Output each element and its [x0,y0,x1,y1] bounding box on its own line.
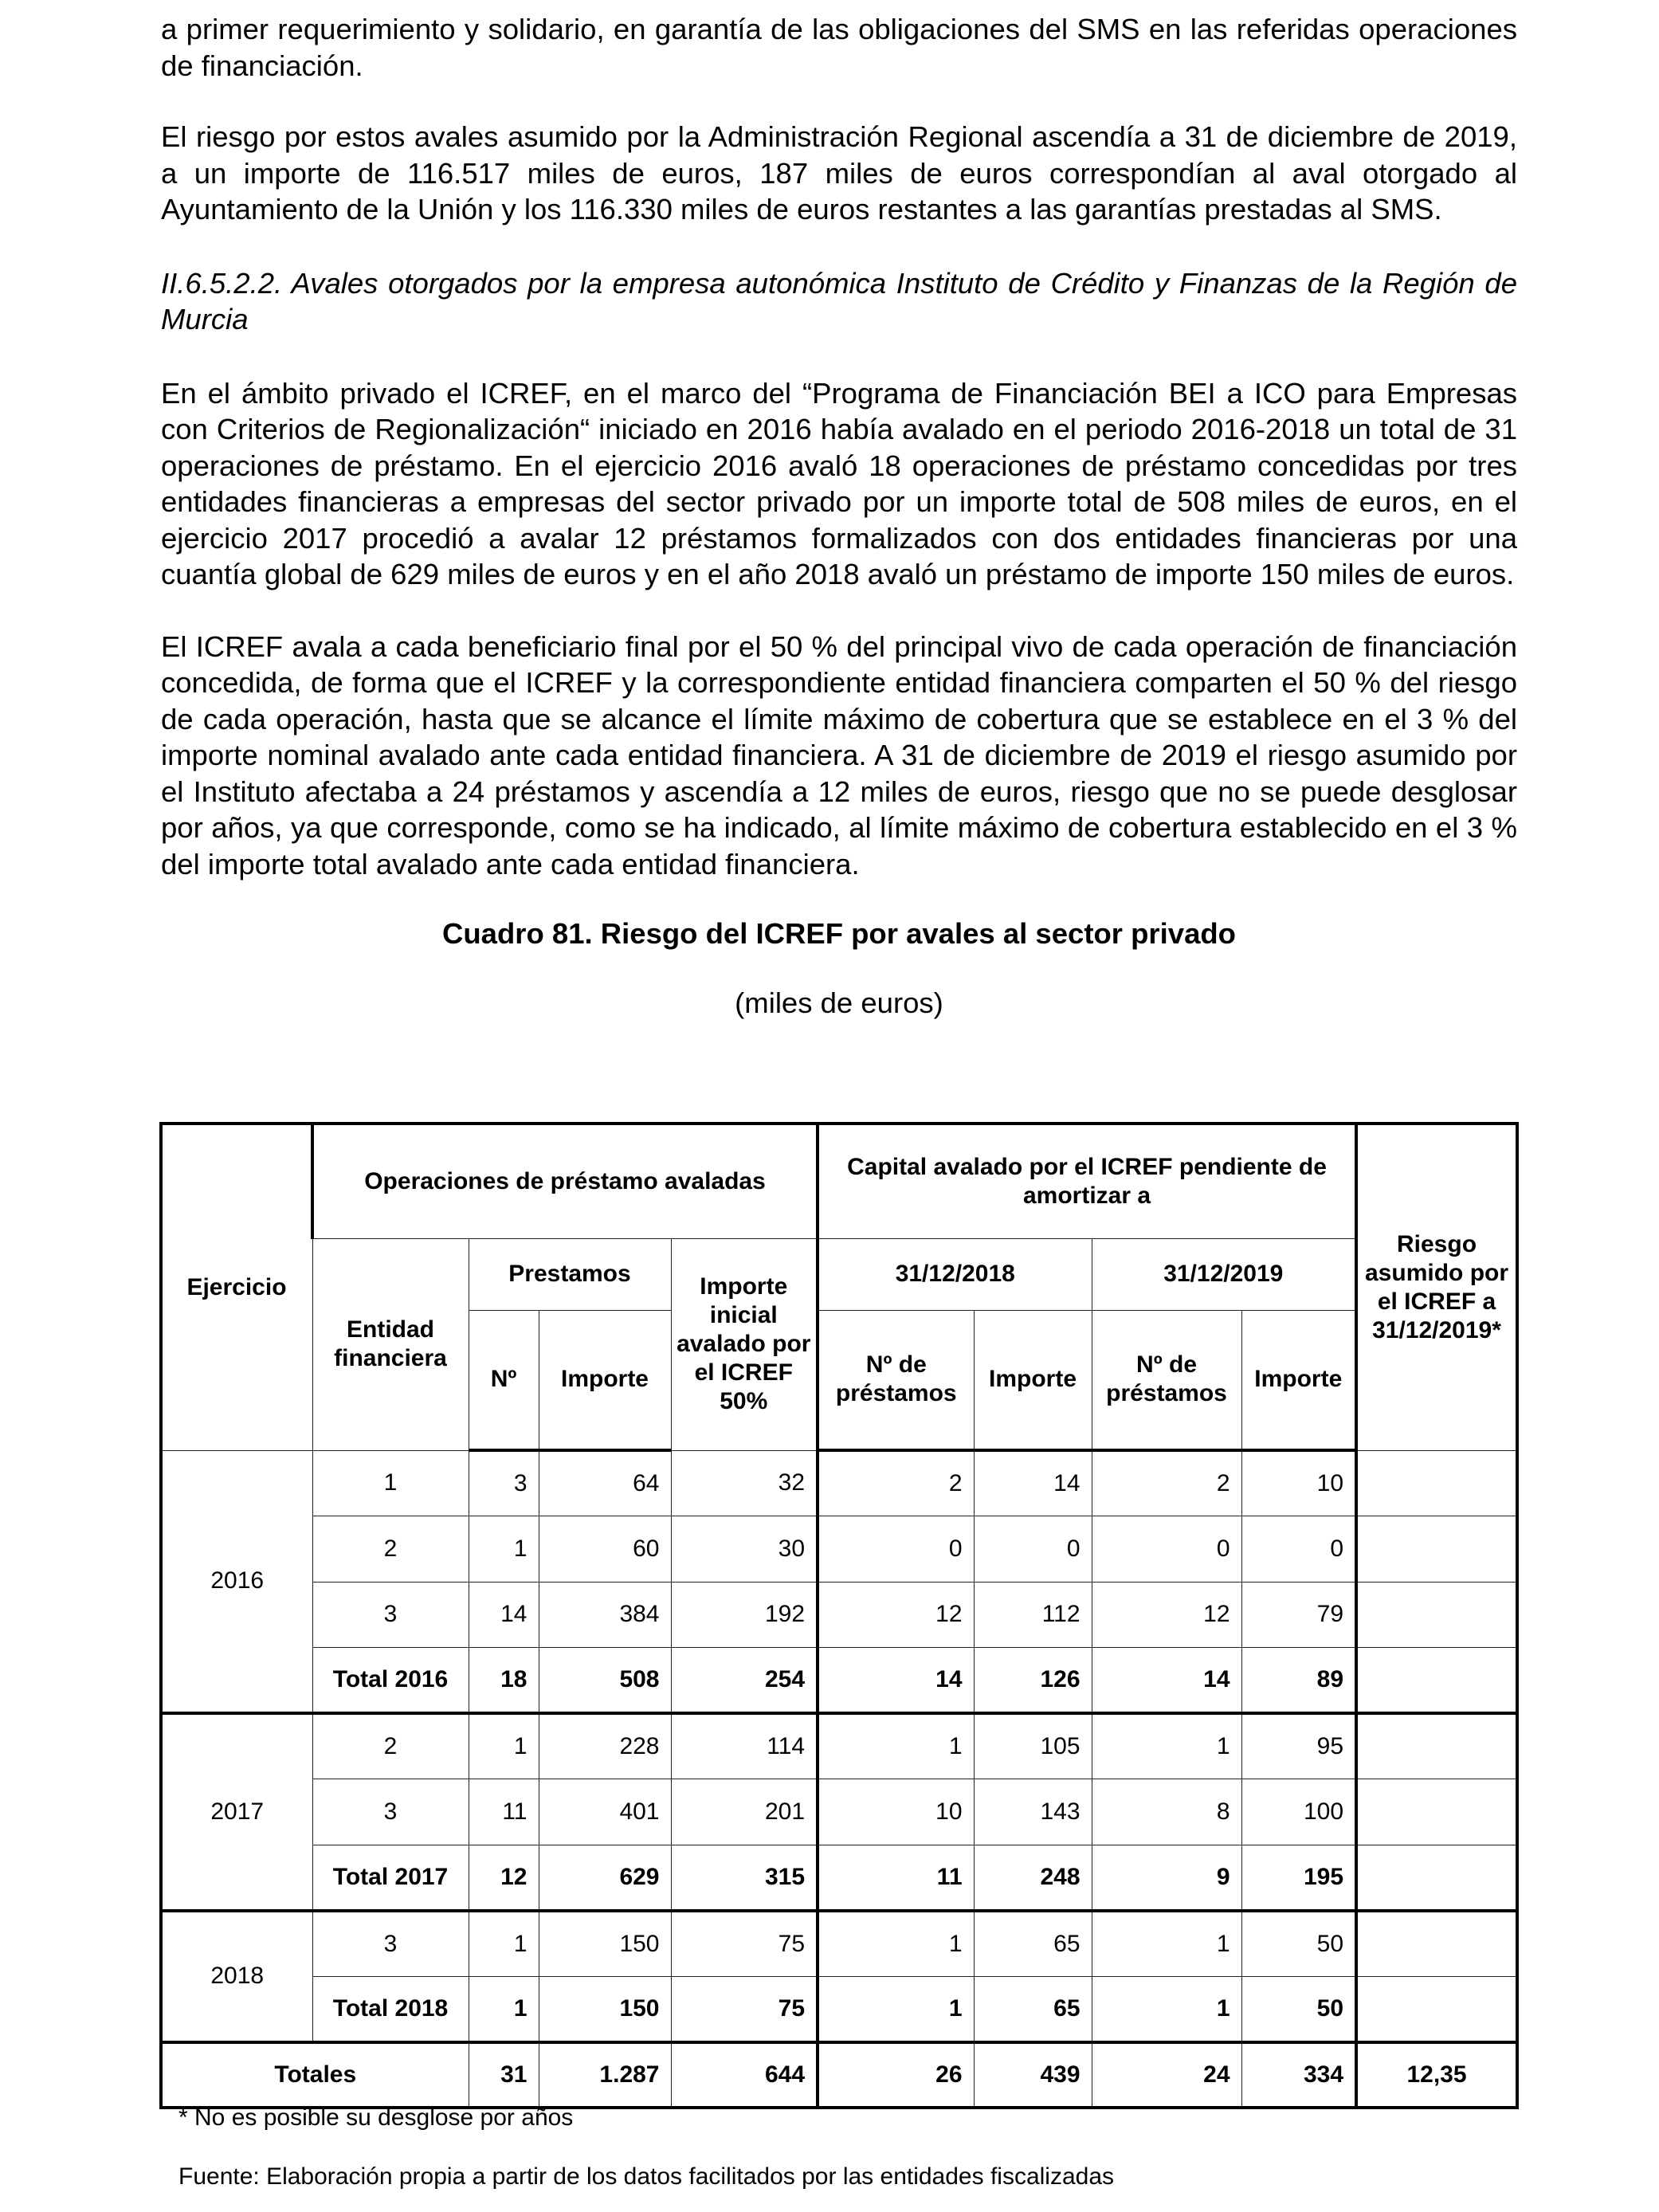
total-value-cell: 14 [818,1648,974,1714]
value-cell: 401 [539,1779,671,1845]
value-cell: 2 [1092,1450,1241,1516]
value-cell: 32 [671,1450,818,1516]
riesgo-cell [1356,1713,1517,1779]
entidad-cell: 1 [312,1450,469,1516]
document-page [161,11,1517,1021]
value-cell: 65 [974,1911,1092,1977]
total-label: Total 2018 [312,1976,469,2042]
table-row [161,1779,1517,1845]
value-cell: 150 [539,1911,671,1977]
value-cell: 11 [469,1779,539,1845]
header-operaciones: Operaciones de préstamo avaladas [312,1124,818,1238]
value-cell: 1 [469,1911,539,1977]
header-n-prestamos-2019: Nº de préstamos [1092,1310,1241,1450]
total-value-cell: 9 [1092,1845,1241,1911]
table-row [161,1911,1517,1977]
header-prestamos: Prestamos [469,1238,671,1310]
total-value-cell: 50 [1241,1976,1356,2042]
total-value-cell: 1 [818,1976,974,2042]
value-cell: 14 [469,1582,539,1648]
total-row [161,1976,1517,2042]
value-cell: 1 [469,1713,539,1779]
value-cell: 0 [1092,1516,1241,1583]
total-value-cell: 12 [469,1845,539,1911]
value-cell: 0 [974,1516,1092,1583]
riesgo-cell [1356,1450,1517,1516]
header-importe: Importe [539,1310,671,1450]
table-row [161,1713,1517,1779]
table-row [161,1582,1517,1648]
table-units: (miles de euros) [735,986,943,1019]
header-ejercicio: Ejercicio [161,1124,312,1450]
value-cell: 75 [671,1911,818,1977]
value-cell: 64 [539,1450,671,1516]
year-cell: 2018 [161,1911,312,2042]
total-value-cell: 11 [818,1845,974,1911]
header-importe-2019: Importe [1241,1310,1356,1450]
table-title: Cuadro 81. Riesgo del ICREF por avales al sector privado [442,917,1236,950]
value-cell: 0 [1241,1516,1356,1583]
total-label: Total 2016 [312,1648,469,1714]
total-row [161,1845,1517,1911]
header-date-2019: 31/12/2019 [1092,1238,1356,1310]
total-value-cell: 315 [671,1845,818,1911]
paragraph: a primer requerimiento y solidario, en garantía de las obligaciones del SMS en las referidas operaciones de financiación. [161,13,1517,82]
value-cell: 1 [469,1516,539,1583]
section-heading: II.6.5.2.2. Avales otorgados por la empresa autonómica Instituto de Crédito y Finanzas de la Región de Murcia [161,266,1517,335]
grand-total-value-cell: 1.287 [539,2042,671,2108]
value-cell: 1 [818,1911,974,1977]
total-value-cell: 150 [539,1976,671,2042]
value-cell: 228 [539,1713,671,1779]
value-cell: 79 [1241,1582,1356,1648]
total-label: Total 2017 [312,1845,469,1911]
total-value-cell: 75 [671,1976,818,2042]
riesgo-cell [1356,1779,1517,1845]
header-n-prestamos-2018: Nº de préstamos [818,1310,974,1450]
entidad-cell: 2 [312,1516,469,1583]
value-cell: 8 [1092,1779,1241,1845]
riesgo-cell [1356,1648,1517,1714]
paragraph: El riesgo por estos avales asumido por la Administración Regional ascendía a 31 de diciembre de 2019, a un importe de 116.517 miles de euros, 187 miles de euros correspondían al aval otorgado al Ayuntamiento de la Unión y los 116.330 miles de euros restantes a las garantías prestadas al SMS. [161,120,1517,226]
value-cell: 1 [818,1713,974,1779]
grand-total-value-cell: 31 [469,2042,539,2108]
value-cell: 112 [974,1582,1092,1648]
grand-total-value-cell: 26 [818,2042,974,2108]
paragraph: El ICREF avala a cada beneficiario final por el 50 % del principal vivo de cada operación de financiación concedida, de forma que el ICREF y la correspondiente entidad financiera comparten el 50 % del riesgo de cada operación, hasta que se alcance el límite máximo de cobertura que se establece en el 3 % del importe nominal avalado ante cada entidad financiera. A 31 de diciembre de 2019 el riesgo asumido por el Instituto afectaba a 24 préstamos y ascendía a 12 miles de euros, riesgo que no se puede desglosar por años, ya que corresponde, como se ha indicado, al límite máximo de cobertura establecido en el 3 % del importe total avalado ante cada entidad financiera. [161,629,1517,880]
grand-total-row [161,2042,1517,2108]
value-cell: 30 [671,1516,818,1583]
grand-total-value-cell: 334 [1241,2042,1356,2108]
value-cell: 60 [539,1516,671,1583]
riesgo-cell [1356,1845,1517,1911]
value-cell: 14 [974,1450,1092,1516]
riesgo-cell [1356,1911,1517,1977]
value-cell: 100 [1241,1779,1356,1845]
value-cell: 12 [818,1582,974,1648]
value-cell: 0 [818,1516,974,1583]
year-cell: 2016 [161,1450,312,1713]
total-row [161,1648,1517,1714]
total-value-cell: 254 [671,1648,818,1714]
total-value-cell: 89 [1241,1648,1356,1714]
value-cell: 1 [1092,1713,1241,1779]
value-cell: 105 [974,1713,1092,1779]
value-cell: 1 [1092,1911,1241,1977]
value-cell: 10 [818,1779,974,1845]
value-cell: 114 [671,1713,818,1779]
entidad-cell: 2 [312,1713,469,1779]
total-value-cell: 195 [1241,1845,1356,1911]
riesgo-total-cell: 12,35 [1356,2042,1517,2108]
total-value-cell: 629 [539,1845,671,1911]
grand-total-value-cell: 644 [671,2042,818,2108]
year-cell: 2017 [161,1713,312,1911]
header-importe-inicial: Importe inicial avalado por el ICREF 50% [671,1238,818,1450]
total-value-cell: 1 [469,1976,539,2042]
value-cell: 10 [1241,1450,1356,1516]
value-cell: 384 [539,1582,671,1648]
grand-total-value-cell: 24 [1092,2042,1241,2108]
total-value-cell: 126 [974,1648,1092,1714]
riesgo-cell [1356,1582,1517,1648]
value-cell: 2 [818,1450,974,1516]
header-capital: Capital avalado por el ICREF pendiente de amortizar a [818,1124,1356,1238]
value-cell: 201 [671,1779,818,1845]
total-value-cell: 14 [1092,1648,1241,1714]
source-note: Fuente: Elaboración propia a partir de los datos facilitados por las entidades fiscalizadas [178,2163,1115,2190]
table-row [161,1450,1517,1516]
risk-table [159,1122,1519,2109]
total-value-cell: 1 [1092,1976,1241,2042]
footnote: * No es posible su desglose por años [178,2104,574,2131]
riesgo-cell [1356,1516,1517,1583]
value-cell: 143 [974,1779,1092,1845]
header-entidad: Entidad financiera [312,1238,469,1450]
header-riesgo: Riesgo asumido por el ICREF a 31/12/2019* [1356,1124,1517,1450]
value-cell: 192 [671,1582,818,1648]
value-cell: 95 [1241,1713,1356,1779]
value-cell: 3 [469,1450,539,1516]
totales-label: Totales [161,2042,469,2108]
entidad-cell: 3 [312,1779,469,1845]
total-value-cell: 508 [539,1648,671,1714]
riesgo-cell [1356,1976,1517,2042]
header-date-2018: 31/12/2018 [818,1238,1092,1310]
paragraph: En el ámbito privado el ICREF, en el marco del “Programa de Financiación BEI a ICO para Empresas con Criterios de Regionalización“ iniciado en 2016 había avalado en el periodo 2016-2018 un total de 31 operaciones de préstamo. En el ejercicio 2016 avaló 18 operaciones de préstamo concedidas por tres entidades financieras a empresas del sector privado por un importe total de 508 miles de euros, en el ejercicio 2017 procedió a avalar 12 préstamos formalizados con dos entidades financieras por una cuantía global de 629 miles de euros y en el año 2018 avaló un préstamo de importe 150 miles de euros. [161,376,1517,590]
entidad-cell: 3 [312,1911,469,1977]
value-cell: 50 [1241,1911,1356,1977]
value-cell: 12 [1092,1582,1241,1648]
grand-total-value-cell: 439 [974,2042,1092,2108]
total-value-cell: 18 [469,1648,539,1714]
table-row [161,1516,1517,1583]
entidad-cell: 3 [312,1582,469,1648]
total-value-cell: 248 [974,1845,1092,1911]
header-n: Nº [469,1310,539,1450]
total-value-cell: 65 [974,1976,1092,2042]
header-importe-2018: Importe [974,1310,1092,1450]
